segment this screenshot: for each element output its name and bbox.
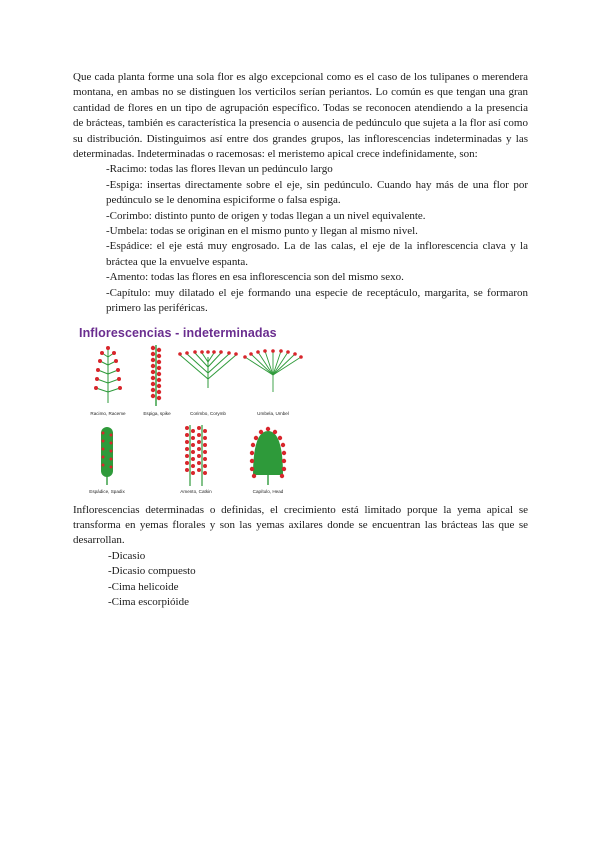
list-item: -Capítulo: muy dilatado el eje formando una especie de receptáculo, margarita, se formaron primero las periféricas. [106,286,528,315]
spike-illustration [148,343,164,407]
caption-spadix: Espádice, Spadix [89,488,125,494]
indeterminate-list [73,162,528,316]
list-item: -Corimbo: distinto punto de origen y todas llegan a un nivel equivalente. [106,209,426,222]
raceme-illustration [93,345,123,405]
caption-raceme: Racimo, Raceme [90,410,126,416]
spadix-illustration [98,425,116,485]
list-item: -Cima helicoide [108,580,179,593]
list-item: -Dicasio compuesto [108,565,196,578]
corymb-illustration [177,349,239,389]
caption-spike: Espiga, spike [143,410,171,416]
inflorescence-figure [75,325,306,497]
caption-umbel: Umbela, Umbel [257,410,289,416]
list-item: -Amento: todas las flores en esa inflorescencia son del mismo sexo. [106,271,404,284]
list-item: -Racimo: todas las flores llevan un pedúnculo largo [106,163,333,176]
caption-catkin: Amento, Catkin [180,488,212,494]
caption-corymb: Corimbo, Corymb [190,410,226,416]
determinate-list [73,549,528,611]
list-item: -Umbela: todas se originan en el mismo punto y llegan al mismo nivel. [106,225,418,238]
document-page [73,70,528,610]
head-illustration [249,425,287,485]
caption-head: Capítulo, Head [252,488,284,494]
umbel-illustration [243,349,303,393]
determinate-paragraph: Inflorescencias determinadas o definidas, el crecimiento está limitado porque la yema apical se transforma en yemas florales y son las yemas axilares donde se encuentran las brácteas las que se desarrollan. [73,503,528,547]
list-item: -Cima escorpióide [108,595,189,608]
list-item: -Espiga: insertas directamente sobre el eje, sin pedúnculo. Cuando hay más de una flor por pedúnculo se le denomina espiciforme o falsa espiga. [106,178,528,207]
list-item: -Dicasio [108,549,146,562]
list-item: -Espádice: el eje está muy engrosado. La de las calas, el eje de la inflorescencia clava y la bráctea que la envuelve espanta. [106,240,528,268]
catkin-illustration [182,423,210,487]
figure-title: Inflorescencias - indeterminadas [79,325,277,340]
intro-paragraph: Que cada planta forme una sola flor es algo excepcional como es el caso de los tulipanes o merendera montana, en ambas no se distinguen los verticilos serían periantos. Lo común es que tengan una gran cantidad de flores en un tipo de agrupación específico. Todas se reconocen atendiendo a la presencia de brácteas, también es característica la presencia o ausencia de pedúnculo que sujeta a la flor así como su distribución. Distinguimos así entre dos grandes grupos, las inflorescencias indeterminadas y las determinadas. Indeterminadas o racemosas: el meristemo apical crece indefinidamente, son: [73,71,528,161]
